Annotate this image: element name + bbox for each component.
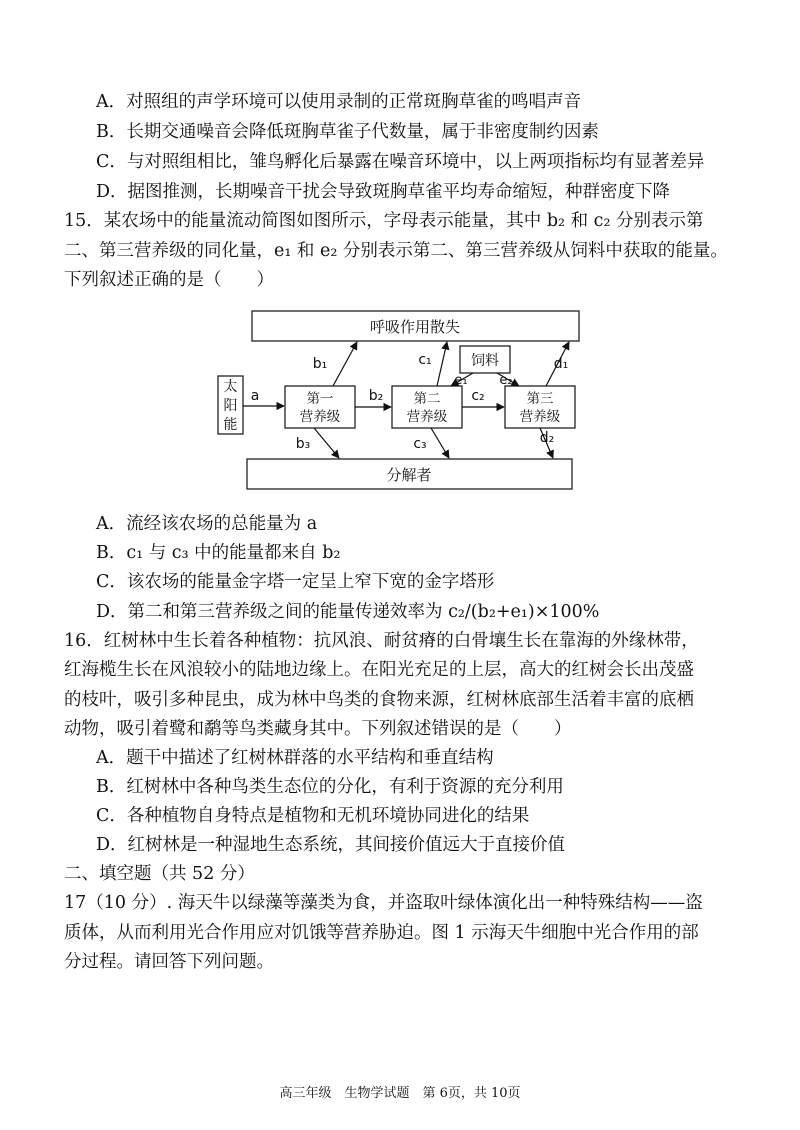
q16-option-d: D．红树林是一种湿地生态系统，其间接价值远大于直接价值 <box>96 835 566 855</box>
label-c1: c₁ <box>418 352 432 368</box>
q16-stem-line1: 16．红树林中生长着各种植物：抗风浪、耐贫瘠的白骨壤生长在靠海的外缘林带， <box>64 631 699 651</box>
label-d1: d₁ <box>553 356 569 372</box>
label-e1: e₁ <box>454 373 468 388</box>
energy-flow-diagram <box>215 306 585 491</box>
q17-line3: 分过程。请回答下列问题。 <box>64 952 274 972</box>
q16-stem-line4: 动物，吸引着鹭和鹬等鸟类藏身其中。下列叙述错误的是（ ） <box>64 719 572 739</box>
level2-label-2: 营养级 <box>406 409 448 425</box>
q15-option-c: C．该农场的能量金字塔一定呈上窄下宽的金字塔形 <box>96 572 495 592</box>
q15-option-b: B．c₁ 与 c₃ 中的能量都来自 b₂ <box>96 543 341 563</box>
arrow-c1 <box>437 342 447 386</box>
level3-label-2: 营养级 <box>519 409 561 425</box>
arrow-c3 <box>431 428 449 458</box>
label-b1: b₁ <box>312 356 328 372</box>
q14-option-a: A．对照组的声学环境可以使用录制的正常斑胸草雀的鸣唱声音 <box>96 92 582 112</box>
section2-title: 二、填空题（共 52 分） <box>64 864 255 884</box>
q17-line2: 质体，从而利用光合作用应对饥饿等营养胁迫。图 1 示海天牛细胞中光合作用的部 <box>64 923 699 943</box>
label-c2: c₂ <box>471 388 485 404</box>
respiration-label: 呼吸作用散失 <box>369 318 461 336</box>
label-c3: c₃ <box>413 436 427 452</box>
q16-option-c: C．各种植物自身特点是植物和无机环境协同进化的结果 <box>96 806 530 826</box>
decomposer-label: 分解者 <box>386 466 432 484</box>
q15-stem-line2: 二、第三营养级的同化量，e₁ 和 e₂ 分别表示第二、第三营养级从饲料中获取的能量。 <box>64 241 728 261</box>
page-footer: 高三年级 生物学试题 第 6页，共 10页 <box>279 1086 521 1101</box>
q14-option-d: D．据图推测，长期噪音干扰会导致斑胸草雀平均寿命缩短，种群密度下降 <box>96 182 671 202</box>
arrow-b3 <box>314 428 339 458</box>
arrow-b1 <box>333 342 357 386</box>
level2-label-1: 第二 <box>413 391 441 407</box>
label-d2: d₂ <box>539 430 555 446</box>
q14-option-b: B．长期交通噪音会降低斑胸草雀子代数量，属于非密度制约因素 <box>96 122 599 142</box>
feed-label: 饲料 <box>471 353 499 369</box>
label-b2: b₂ <box>368 388 384 404</box>
q15-option-a: A．流经该农场的总能量为 a <box>96 514 318 534</box>
q17-line1: 17（10 分）. 海天牛以绿藻等藻类为食，并盗取叶绿体演化出一种特殊结构——盗 <box>64 893 703 913</box>
q15-stem-line3: 下列叙述正确的是（ ） <box>64 270 274 290</box>
level3-label-1: 第三 <box>526 391 554 407</box>
level1-label-2: 营养级 <box>299 409 341 425</box>
q15-option-d: D．第二和第三营养级之间的能量传递效率为 c₂/(b₂+e₁)×100% <box>96 602 600 622</box>
level1-label-1: 第一 <box>306 391 334 407</box>
q15-stem-line1: 15．某农场中的能量流动简图如图所示，字母表示能量，其中 b₂ 和 c₂ 分别表示第 <box>64 211 704 231</box>
q16-option-a: A．题干中描述了红树林群落的水平结构和垂直结构 <box>96 748 494 768</box>
sun-label-2: 阳 <box>223 398 238 414</box>
label-a: a <box>250 388 260 404</box>
label-b3: b₃ <box>295 436 311 452</box>
sun-label-3: 能 <box>223 417 238 433</box>
q16-option-b: B．红树林中各种鸟类生态位的分化，有利于资源的充分利用 <box>96 777 564 797</box>
q14-option-c: C．与对照组相比，雏鸟孵化后暴露在噪音环境中，以上两项指标均有显著差异 <box>96 152 705 172</box>
q16-stem-line3: 的枝叶，吸引多种昆虫，成为林中鸟类的食物来源，红树林底部生活着丰富的底栖 <box>64 690 694 710</box>
q16-stem-line2: 红海榄生长在风浪较小的陆地边缘上。在阳光充足的上层，高大的红树会长出茂盛 <box>64 660 694 680</box>
sun-label-1: 太 <box>223 379 238 395</box>
label-e2: e₂ <box>499 373 513 388</box>
